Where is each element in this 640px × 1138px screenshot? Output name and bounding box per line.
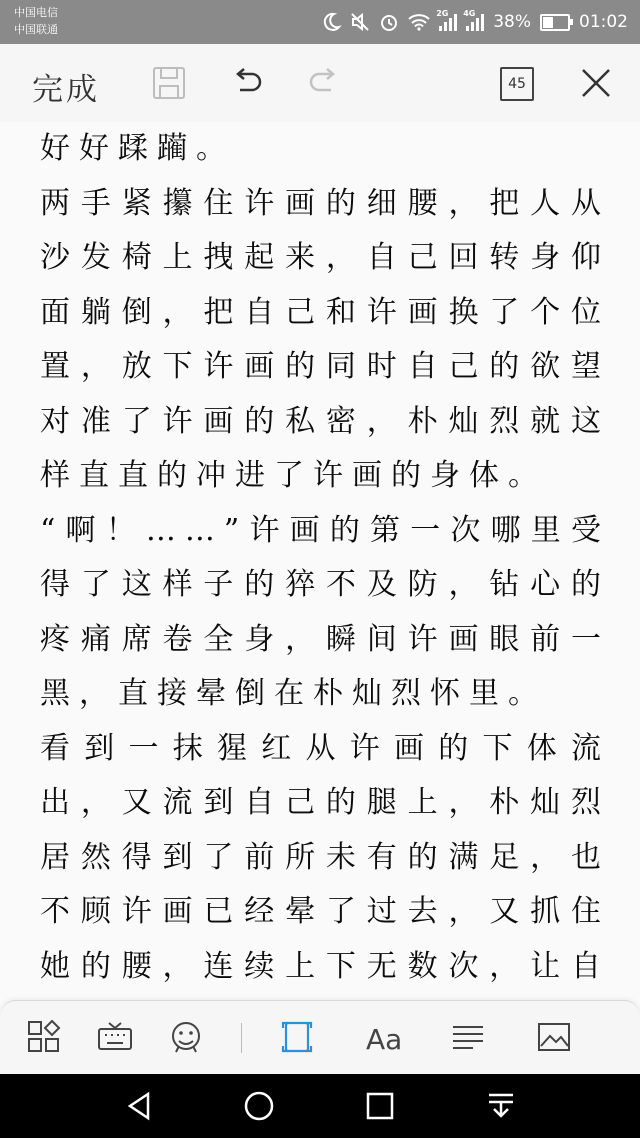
document-content[interactable] [0, 122, 640, 1000]
document-text[interactable] [0, 122, 640, 1049]
hide-keyboard-icon[interactable] [485, 1090, 517, 1122]
layout-icon[interactable] [26, 1019, 62, 1055]
signal-1-icon [436, 9, 457, 31]
svg-text:Aa: Aa [366, 1023, 403, 1056]
font-icon[interactable] [364, 1019, 404, 1055]
signal-2-label: 4G [463, 9, 476, 18]
keyboard-icon[interactable] [97, 1019, 133, 1055]
back-icon[interactable] [124, 1090, 156, 1122]
navigation-bar [0, 1074, 640, 1138]
emoji-icon[interactable] [168, 1019, 204, 1055]
moon-icon [321, 12, 341, 32]
redo-icon[interactable] [305, 64, 343, 102]
toolbar-divider [241, 1023, 242, 1053]
battery-percent: 38% [493, 12, 531, 32]
battery-level [543, 17, 553, 28]
align-icon[interactable] [450, 1019, 486, 1055]
recents-icon[interactable] [364, 1090, 396, 1122]
save-icon[interactable] [150, 64, 188, 102]
clock: 01:02 [579, 12, 628, 32]
paragraph: 好好蹂躏。 [40, 131, 235, 166]
editor-toolbar [0, 44, 640, 123]
battery-icon [540, 14, 570, 31]
format-bar [0, 1000, 640, 1075]
fullscreen-icon[interactable] [279, 1019, 315, 1055]
alarm-icon [379, 12, 399, 32]
mute-icon [350, 12, 370, 32]
paragraph: “啊！……”许画的第一次哪里受得了这样子的猝不及防，钻心的疼痛席卷全身，瞬间许画眼前一黑，直接晕倒在朴灿烈怀里。 [40, 512, 610, 711]
carrier-1: 中国电信 [14, 6, 58, 19]
wifi-icon [408, 13, 430, 31]
carrier-2: 中国联通 [14, 23, 58, 36]
carrier-info [14, 4, 58, 38]
signal-1-label: 2G [436, 9, 449, 18]
signal-2-icon [463, 9, 484, 31]
home-icon[interactable] [243, 1090, 275, 1122]
image-icon[interactable] [536, 1019, 572, 1055]
done-button[interactable]: 完成 [32, 72, 100, 108]
undo-icon[interactable] [228, 64, 266, 102]
page-count-icon[interactable]: 45 [500, 67, 534, 101]
status-icons [321, 0, 628, 44]
paragraph: 两手紧攥住许画的细腰，把人从沙发椅上拽起来，自己回转身仰面躺倒，把自己和许画换了个位置，放下许画的同时自己的欲望对准了许画的私密，朴灿烈就这样直直的冲进了许画的身体。 [40, 185, 610, 493]
paragraph: 看到一抹猩红从许画的下体流出，又流到自己的腿上，朴灿烈居然得到了前所未有的满足，也不顾许画已经晕了过去，又抓住她的腰，连续上下无数次，让自 [40, 730, 610, 984]
close-icon[interactable] [577, 64, 615, 102]
status-bar [0, 0, 640, 44]
